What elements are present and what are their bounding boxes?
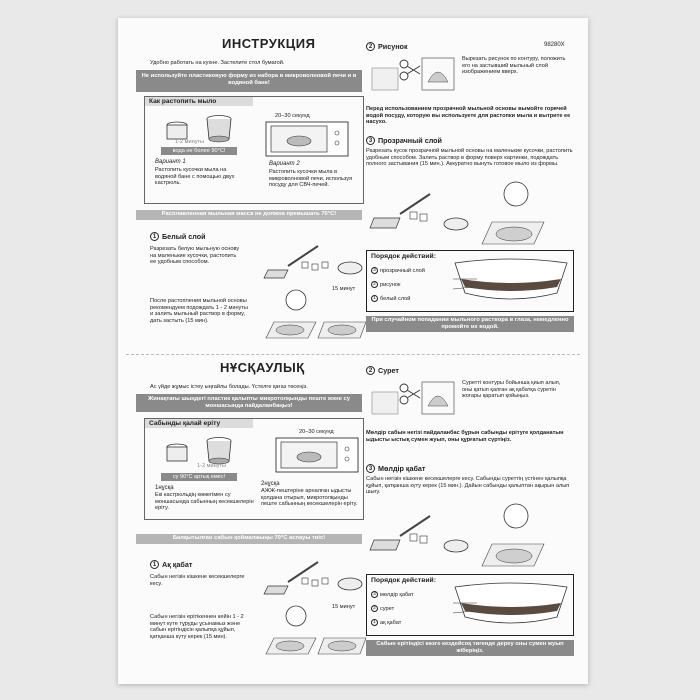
ru-step2-heading [366, 42, 408, 51]
fold-line [126, 354, 580, 355]
kz-step1-number: 1 [150, 560, 159, 569]
ru-order-number-3: 3 [371, 267, 378, 274]
kz-step2-number: 2 [366, 366, 375, 375]
scissors-icon [368, 54, 458, 98]
ru-step1-number: 1 [150, 232, 159, 241]
mold-icon [453, 257, 569, 307]
microwave-icon [265, 121, 349, 157]
kz-order-label-3: мөлдір қабат [380, 591, 414, 598]
kz-intro: Ас үйде жұмыс істеу ыңғайлы болады. Үстелге қағаз төсеңіз. [150, 384, 308, 390]
ru-step1-text-a: Разрезать белую мыльную основу на маленькие кусочки, растопить ее удобным способом. [150, 246, 240, 266]
ru-step1-heading [150, 232, 206, 241]
kz-eye-warning: Сабын ерітіндісі көзге кездейсоқ тигенде дереу оны сумен жуып жіберіңіз. [366, 640, 574, 656]
ru-step3-text: Разрезать кусок прозрачной мыльной основы на маленькие кусочки, растопить удобным способом. Залить раствор в форму поверх картинки, подождать полного застывания (15 мин.). Аккуратно вынуть готовое мыло из формы. [366, 148, 573, 168]
kz-step3-text: Сабын негізін кішкене кесекшелерге кесу. Сабынды суреттің үстінен қалыпқа құйып, қатқанша күту керек (15 мин.). Дайын сабынды қалыптан ақырын алып шығу. [366, 476, 570, 496]
instruction-sheet [118, 18, 588, 684]
kz-pour-note: Мөлдір сабын негізі пайдаланбас бұрын сабынды ерітуге қолданатын ыдысты ыстық сумен жуып, оны құрғатып сүртіңіз. [366, 430, 564, 443]
kz-time-15: 15 минут [332, 604, 356, 610]
kz-step3-number: 3 [366, 464, 375, 473]
ru-order-label-1: белый слой [380, 295, 411, 302]
ru-step2-number: 2 [366, 42, 375, 51]
ru-product-code: 98280Х [544, 42, 565, 48]
kz-step3-illustration [366, 500, 576, 570]
kz-scissors-icon [368, 378, 458, 422]
kz-order-number-2: 2 [371, 605, 378, 612]
ru-order-label-3: прозрачный слой [380, 267, 425, 274]
kz-temp-warning: Балқытылған сабын қоймалжыңы 70°С аспауы тиіс! [136, 534, 362, 544]
kz-mold-icon [453, 581, 569, 631]
kz-order-box [366, 574, 574, 636]
kz-order-item-1 [371, 619, 401, 626]
kz-variant1-text: Екі кастрюльдің көмегімен су моншасында сабынның кесекшелерін еріту. [155, 492, 254, 512]
kz-water-note: су 90°С артық емес! [161, 473, 237, 481]
ru-time-micro: 20–30 секунд [275, 113, 310, 119]
ru-variant1-text: Растопить кусочки мыла на водяной бане с помощью двух кастрюль. [155, 167, 235, 187]
kz-order-item-3 [371, 591, 414, 598]
ru-warning-microwave: Не используйте пластиковую форму из набора в микроволновой печи и в водяной бане! [136, 70, 362, 92]
ru-time-bath: 1-2 минуты [175, 139, 205, 145]
ru-order-number-1: 1 [371, 295, 378, 302]
ru-step1-title: Белый слой [162, 232, 206, 241]
kz-microwave-icon [275, 437, 359, 473]
kz-melt-box [144, 418, 364, 520]
ru-time-15: 15 минут [332, 286, 356, 292]
ru-melt-box [144, 96, 364, 204]
kz-step1-heading [150, 560, 192, 569]
ru-step1-text-b: После растопления мыльной основы рекомендуем подождать 1 - 2 минуты и залить мыльный раствор в форму, дать застыть (15 мин). [150, 298, 248, 324]
ru-order-item-1 [371, 295, 410, 302]
kz-time-bath: 1-2 минуты [197, 463, 227, 469]
kz-title: НҰСҚАУЛЫҚ [220, 360, 305, 375]
kz-melt-title: Сабынды қалай еріту [145, 419, 253, 428]
ru-order-number-2: 2 [371, 281, 378, 288]
ru-order-title: Порядок действий: [371, 253, 437, 260]
ru-step2-text: Вырезать рисунок по контуру, положить его на застывший мыльный слой изображением вверх. [462, 56, 566, 76]
ru-order-box [366, 250, 574, 312]
ru-step3-title: Прозрачный слой [378, 136, 442, 145]
kz-variant2-title: 2нұсқа [261, 481, 280, 487]
ru-water-note: вода не более 90°С! [161, 147, 237, 155]
ru-order-item-2 [371, 281, 400, 288]
kz-step3-heading [366, 464, 425, 473]
ru-step3-number: 3 [366, 136, 375, 145]
kz-order-number-3: 3 [371, 591, 378, 598]
ru-order-item-3 [371, 267, 425, 274]
ru-intro: Удобно работать на кухне. Застелите стол бумагой. [150, 60, 285, 66]
kz-step1-text-b: Сабын негізін ерітікеннен кейін 1 - 2 минут күте тұруды ұсынамыз және сабын ерітіндісін қалыпқа құйып, қатқанша күту керек (15 мин). [150, 614, 244, 640]
kz-step2-text: Суретті контуры бойынша қиып алып, оны қатып қалған ақ қабатқа суретін жоғары қаратып қойыңыз. [462, 380, 561, 400]
ru-step2-title: Рисунок [378, 42, 408, 51]
ru-order-label-2: рисунок [380, 281, 401, 288]
ru-step1-illustration [258, 238, 368, 348]
ru-variant1-title: Вариант 1 [155, 159, 186, 165]
kz-order-label-2: сурет [380, 605, 395, 612]
kz-step2-title: Сурет [378, 366, 399, 375]
kz-step3-title: Мөлдір қабат [378, 464, 426, 473]
kz-variant2-text: АЖЖ-пештеріне арналған ыдысты қолдана отырып, микротолқынды пеште сабынның кесекшелерін еріту. [261, 488, 358, 508]
ru-temp-warning: Расплавленная мыльная масса не должна превышать 70°С! [136, 210, 362, 220]
ru-variant2-text: Растопить кусочки мыла в микроволновой печи, используя посуду для СВЧ-печей. [269, 169, 353, 189]
kz-step1-title: Ақ қабат [162, 560, 193, 569]
kz-order-title: Порядок действий: [371, 577, 437, 584]
kz-step2-heading [366, 366, 399, 375]
ru-variant2-title: Вариант 2 [269, 161, 300, 167]
kz-variant1-title: 1нұсқа [155, 485, 174, 491]
kz-step1-text-a: Сабын негізін кішкене кесекшелерге кесу. [150, 574, 245, 587]
ru-title: ИНСТРУКЦИЯ [222, 36, 316, 51]
kz-warning-microwave: Жинақтағы шыңдегі пластик қалыпты микротолқынды пеште және су моншасында пайдаланбаңыз! [136, 394, 362, 412]
ru-pour-note: Перед использованием прозрачной мыльной основы вымойте горячей водой посуду, которую вы используете для растопки мыла и вытрите ее насухо. [366, 106, 571, 126]
ru-step3-illustration [366, 178, 576, 248]
ru-step3-heading [366, 136, 442, 145]
kz-time-micro: 20–30 секунд [299, 429, 334, 435]
kz-order-number-1: 1 [371, 619, 378, 626]
kz-order-item-2 [371, 605, 394, 612]
ru-eye-warning: При случайном попадании мыльного раствора в глаза, немедленно промойте их водой. [366, 316, 574, 332]
kz-order-label-1: ақ қабат [380, 619, 402, 626]
ru-melt-title: Как растопить мыло [145, 97, 253, 106]
